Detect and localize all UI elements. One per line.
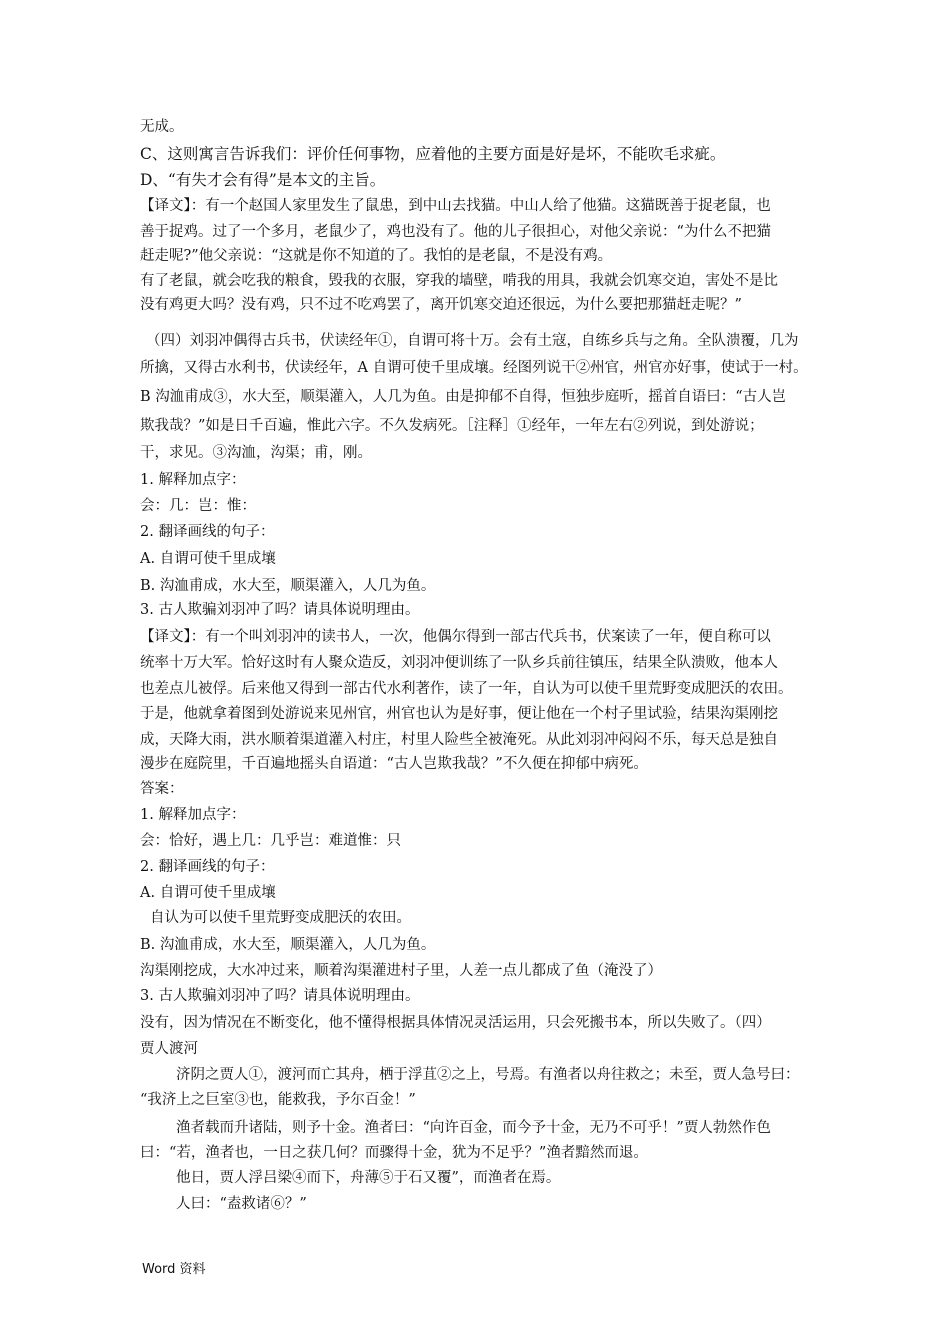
question-2: 2. 翻译画线的句子： [140,524,275,540]
translation-line: 有了老鼠，就会吃我的粮食，毁我的衣服，穿我的墙壁，啃我的用具，我就会饥寒交迫，害处不是比 [140,273,778,289]
translation-line: 成，天降大雨，洪水顺着渠道灌入村庄，村里人险些全被淹死。从此刘羽冲闷闷不乐，每天总是独自 [140,732,778,748]
answer-3: 3. 古人欺骗刘羽冲了吗？请具体说明理由。 [140,988,420,1004]
story-line: 济阴之贾人①，渡河而亡其舟，栖于浮苴②之上，号焉。有渔者以舟往救之；未至，贾人急号曰： [176,1067,800,1083]
question-3: 3. 古人欺骗刘羽冲了吗？请具体说明理由。 [140,602,420,618]
question-2a: A. 自谓可使千里成壤 [140,551,276,567]
story-line: 人曰：“盍救诸⑥？” [176,1196,307,1212]
passage-line: 干，求见。③沟洫，沟渠；甫，刚。 [140,445,372,461]
translation-line: 没有鸡更大吗？没有鸡，只不过不吃鸡罢了，离开饥寒交迫还很远，为什么要把那猫赶走呢？” [140,297,742,313]
option-c: C、这则寓言告诉我们：评价任何事物，应着他的主要方面是好是坏，不能吹毛求疵。 [140,145,726,163]
story-line: 他日，贾人浮吕梁④而下，舟薄⑤于石又覆”，而渔者在焉。 [176,1170,561,1186]
passage-line: （四）刘羽冲偶得古兵书，伏读经年①，自谓可将十万。会有土寇，自练乡兵与之角。全队溃覆，几为 [146,333,799,349]
translation-line: 于是，他就拿着图到处游说来见州官，州官也认为是好事，便让他在一个村子里试验，结果沟渠刚挖 [140,706,778,722]
translation-line: 善于捉鸡。过了一个多月，老鼠少了，鸡也没有了。他的儿子很担心，对他父亲说：“为什么不把猫 [140,224,771,240]
passage-line: 欺我哉？”如是日千百遍，惟此六字。不久发病死。［注释］①经年，一年左右②列说，到处游说； [140,418,764,434]
answer-2b: B. 沟洫甫成，水大至，顺渠灌入，人几为鱼。 [140,937,436,953]
question-2b: B. 沟洫甫成，水大至，顺渠灌入，人几为鱼。 [140,578,436,594]
page-footer: Word 资料 [142,1262,206,1277]
translation-line: 赶走呢?”他父亲说：“这就是你不知道的了。我怕的是老鼠，不是没有鸡。 [140,248,613,264]
question-1: 1. 解释加点字： [140,472,246,488]
passage-line: B 沟洫甫成③，水大至，顺渠灌入，人几为鱼。由是抑郁不自得，恒独步庭听，摇首自语曰：“古人岂 [140,389,787,405]
answer-1: 1. 解释加点字： [140,807,246,823]
option-d: D、“有失才会有得”是本文的主旨。 [140,171,386,189]
translation-line: 统率十万大军。恰好这时有人聚众造反，刘羽冲便训练了一队乡兵前往镇压，结果全队溃败，他本人 [140,655,778,671]
answer-2a: A. 自谓可使千里成壤 [140,885,276,901]
answer-2: 2. 翻译画线的句子： [140,859,275,875]
translation-line: 漫步在庭院里，千百遍地摇头自语道：“古人岂欺我哉？”不久便在抑郁中病死。 [140,756,648,772]
answer-heading: 答案： [140,781,184,797]
passage-line: 所擒，又得古水利书，伏读经年，A 自谓可使千里成壤。经图列说干②州官，州官亦好事，使试于一村。 [140,360,808,376]
answer-2a-text: 自认为可以使千里荒野变成肥沃的农田。 [150,910,411,926]
translation-line: 【译文】：有一个赵国人家里发生了鼠患，到中山去找猫。中山人给了他猫。这猫既善于捉老鼠，也 [140,198,771,214]
text-line: 无成。 [140,119,184,135]
story-title: 贾人渡河 [140,1041,198,1057]
story-line: 曰：“若，渔者也，一日之获几何？而骤得十金，犹为不足乎？”渔者黯然而退。 [140,1145,648,1161]
translation-line: 【译文】：有一个叫刘羽冲的读书人，一次，他偶尔得到一部古代兵书，伏案读了一年，便自称可以 [140,629,771,645]
answer-3-text: 没有，因为情况在不断变化，他不懂得根据具体情况灵活运用，只会死搬书本，所以失败了。（四） [140,1015,771,1031]
translation-line: 也差点儿被俘。后来他又得到一部古代水利著作，读了一年，自认为可以使千里荒野变成肥沃的农田。 [140,681,793,697]
question-1-words: 会：几：岂：惟： [140,498,256,514]
story-line: 渔者载而升诸陆，则予十金。渔者曰：“向许百金，而今予十金，无乃不可乎！”贾人勃然作色 [176,1120,771,1136]
answer-2b-text: 沟渠刚挖成，大水冲过来，顺着沟渠灌进村子里，人差一点儿都成了鱼（淹没了） [140,963,662,979]
story-line: “我济上之巨室③也，能救我，予尔百金！” [140,1092,416,1108]
answer-1-words: 会：恰好，遇上几：几乎岂：难道惟：只 [140,833,401,849]
